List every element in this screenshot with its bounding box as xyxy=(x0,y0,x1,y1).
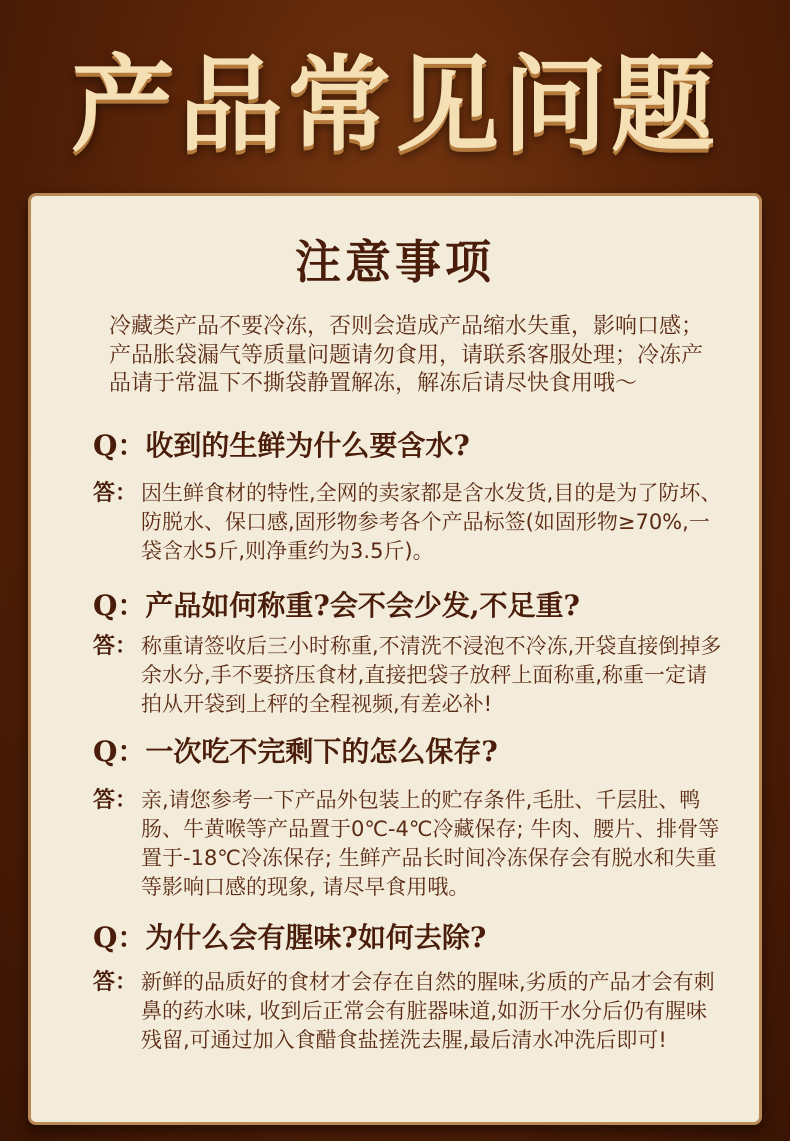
faq-question-4 xyxy=(93,920,753,956)
q-mark: Q： xyxy=(93,429,146,462)
a-mark: 答： xyxy=(93,788,138,813)
faq-card xyxy=(28,193,762,1125)
a-mark: 答： xyxy=(93,634,138,659)
faq-answer-4: 新鲜的品质好的食材才会存在自然的腥味,劣质的产品才会有刺鼻的药水味, 收到后正常会有脏器味道,如沥干水分后仍有腥味残留,可通过加入食醋食盐搓洗去腥,最后清水冲洗后即可! xyxy=(141,970,715,1052)
faq-question-3-text: 一次吃不完剩下的怎么保存? xyxy=(145,735,498,768)
a-mark: 答： xyxy=(93,970,138,995)
faq-question-4-text: 为什么会有腥味?如何去除? xyxy=(145,921,487,954)
q-mark: Q： xyxy=(93,735,146,768)
faq-question-2 xyxy=(93,588,753,624)
a-mark: 答： xyxy=(93,481,138,506)
faq-question-1-text: 收到的生鲜为什么要含水? xyxy=(145,429,470,462)
faq-question-1 xyxy=(93,428,753,464)
faq-answer-3: 亲,请您参考一下产品外包装上的贮存条件,毛肚、千层肚、鸭肠、牛黄喉等产品置于0℃-4℃冷藏保存; 牛肉、腰片、排骨等置于-18℃冷冻保存; 生鲜产品长时间冷冻保存会有脱水和失重等影响口感的现象, 请尽早食用哦。 xyxy=(141,788,720,899)
q-mark: Q： xyxy=(93,589,146,622)
section-title: 注意事项 xyxy=(295,235,495,289)
faq-answer-1: 因生鲜食材的特性,全网的卖家都是含水发货,目的是为了防坏、防脱水、保口感,固形物参考各个产品标签(如固形物≥70%,一袋含水5斤,则净重约为3.5斤)。 xyxy=(141,481,722,563)
faq-answer-2: 称重请签收后三小时称重,不清洗不浸泡不冷冻,开袋直接倒掉多余水分,手不要挤压食材,直接把袋子放秤上面称重,称重一定请拍从开袋到上秤的全程视频,有差必补! xyxy=(141,634,722,716)
faq-question-3 xyxy=(93,734,753,770)
banner-title: 产品常见问题 xyxy=(70,43,719,166)
faq-question-2-text: 产品如何称重?会不会少发,不足重? xyxy=(145,589,580,622)
notice-text: 冷藏类产品不要冷冻，否则会造成产品缩水失重，影响口感；产品胀袋漏气等质量问题请勿食用，请联系客服处理；冷冻产品请于常温下不撕袋静置解冻，解冻后请尽快食用哦～ xyxy=(109,314,704,396)
q-mark: Q： xyxy=(93,921,146,954)
